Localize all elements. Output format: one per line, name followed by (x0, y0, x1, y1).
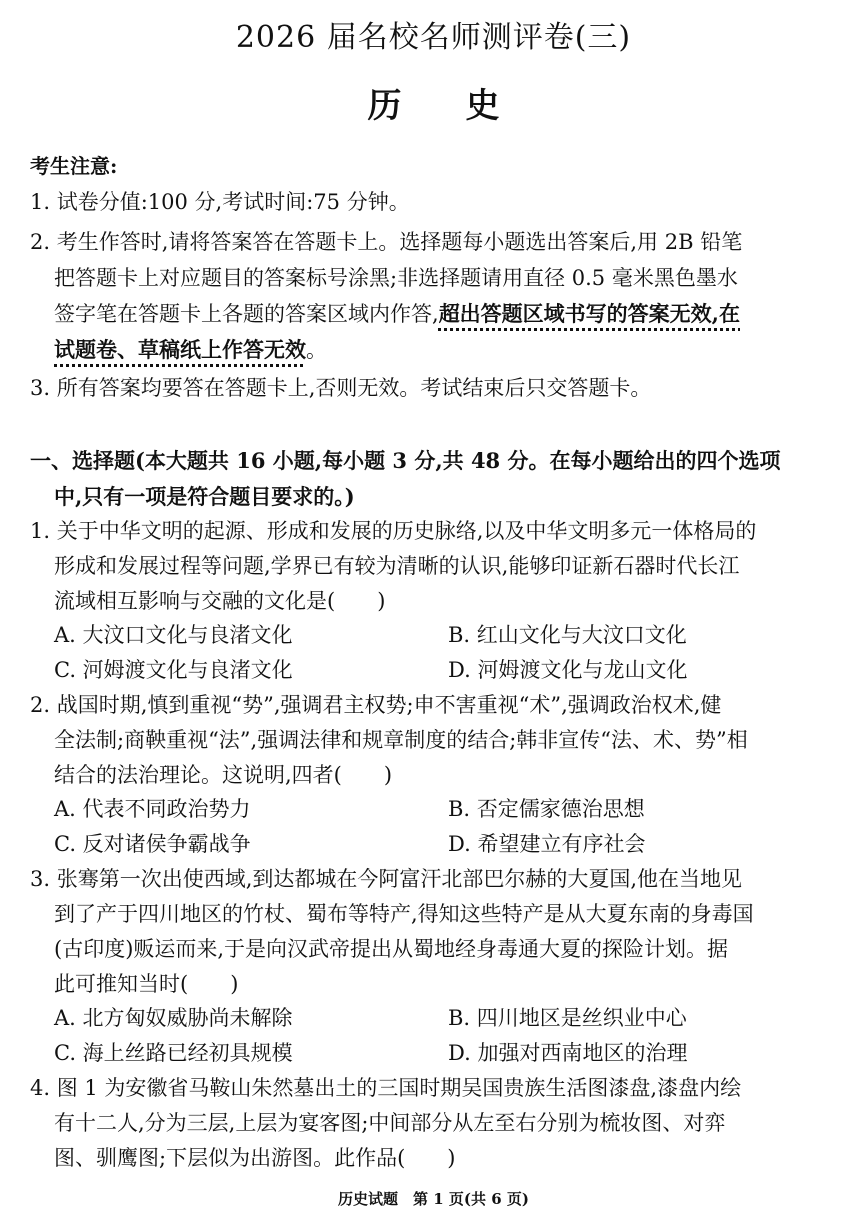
question-1-line-1: 1. 关于中华文明的起源、形成和发展的历史脉络,以及中华文明多元一体格局的 (30, 519, 757, 543)
question-1-option-d: D. 河姆渡文化与龙山文化 (448, 658, 688, 682)
question-3-line-1: 3. 张骞第一次出使西域,到达都城在今阿富汗北部巴尔赫的大夏国,他在当地见 (30, 867, 743, 891)
section-heading-line-2: 中,只有一项是符合题目要求的。) (54, 484, 355, 509)
question-1-option-c: C. 河姆渡文化与良渚文化 (54, 658, 293, 682)
notice-item-2-line-3 (54, 298, 740, 330)
question-1-line-2: 形成和发展过程等问题,学界已有较为清晰的认识,能够印证新石器时代长江 (54, 554, 740, 578)
subject-title: 历史 (367, 86, 564, 126)
notice-plain-text: 。 (306, 338, 327, 362)
question-3-line-4: 此可推知当时( ) (54, 972, 239, 996)
question-1-line-3: 流域相互影响与交融的文化是( ) (54, 589, 386, 613)
question-1-option-a: A. 大汶口文化与良渚文化 (54, 623, 293, 647)
question-2-line-3: 结合的法治理论。这说明,四者( ) (54, 763, 393, 787)
section-heading-line-1: 一、选择题(本大题共 16 小题,每小题 3 分,共 48 分。在每小题给出的四个选项 (30, 448, 781, 473)
notice-item-2-line-1: 2. 考生作答时,请将答案答在答题卡上。选择题每小题选出答案后,用 2B 铅笔 (30, 230, 743, 254)
notice-plain-text: 签字笔在答题卡上各题的答案区域内作答, (54, 302, 439, 326)
notice-emphasis-text: 试题卷、草稿纸上作答无效 (54, 337, 306, 362)
notice-item-2-line-4 (54, 334, 327, 366)
question-3-option-d: D. 加强对西南地区的治理 (448, 1041, 688, 1065)
exam-title: 2026 届名校名师测评卷(三) (235, 20, 632, 55)
question-2-line-2: 全法制;商鞅重视“法”,强调法律和规章制度的结合;韩非宣传“法、术、势”相 (54, 728, 748, 752)
question-4-line-3: 图、驯鹰图;下层似为出游图。此作品( ) (54, 1146, 456, 1170)
question-2-option-b: B. 否定儒家德治思想 (448, 797, 645, 821)
question-3-option-a: A. 北方匈奴威胁尚未解除 (54, 1006, 293, 1030)
page-footer: 历史试题 第 1 页(共 6 页) (338, 1190, 529, 1208)
notice-item-2-line-2: 把答题卡上对应题目的答案标号涂黑;非选择题请用直径 0.5 毫米黑色墨水 (54, 266, 738, 290)
question-4-line-1: 4. 图 1 为安徽省马鞍山朱然墓出土的三国时期吴国贵族生活图漆盘,漆盘内绘 (30, 1076, 742, 1100)
question-3-line-3: (古印度)贩运而来,于是向汉武帝提出从蜀地经身毒通大夏的探险计划。据 (54, 937, 729, 961)
question-2-option-a: A. 代表不同政治势力 (54, 797, 251, 821)
notice-emphasis-text: 超出答题区域书写的答案无效,在 (438, 301, 740, 326)
question-1-option-b: B. 红山文化与大汶口文化 (448, 623, 687, 647)
question-2-option-c: C. 反对诸侯争霸战争 (54, 832, 251, 856)
question-3-option-b: B. 四川地区是丝织业中心 (448, 1006, 687, 1030)
question-2-option-d: D. 希望建立有序社会 (448, 832, 646, 856)
question-4-line-2: 有十二人,分为三层,上层为宴客图;中间部分从左至右分别为梳妆图、对弈 (54, 1111, 726, 1135)
question-3-option-c: C. 海上丝路已经初具规模 (54, 1041, 293, 1065)
notice-item-1: 1. 试卷分值:100 分,考试时间:75 分钟。 (30, 190, 410, 214)
question-3-line-2: 到了产于四川地区的竹杖、蜀布等特产,得知这些特产是从大夏东南的身毒国 (54, 902, 754, 926)
notice-item-3: 3. 所有答案均要答在答题卡上,否则无效。考试结束后只交答题卡。 (30, 376, 652, 400)
notice-heading: 考生注意: (30, 154, 118, 178)
question-2-line-1: 2. 战国时期,慎到重视“势”,强调君主权势;申不害重视“术”,强调政治权术,健 (30, 693, 722, 717)
